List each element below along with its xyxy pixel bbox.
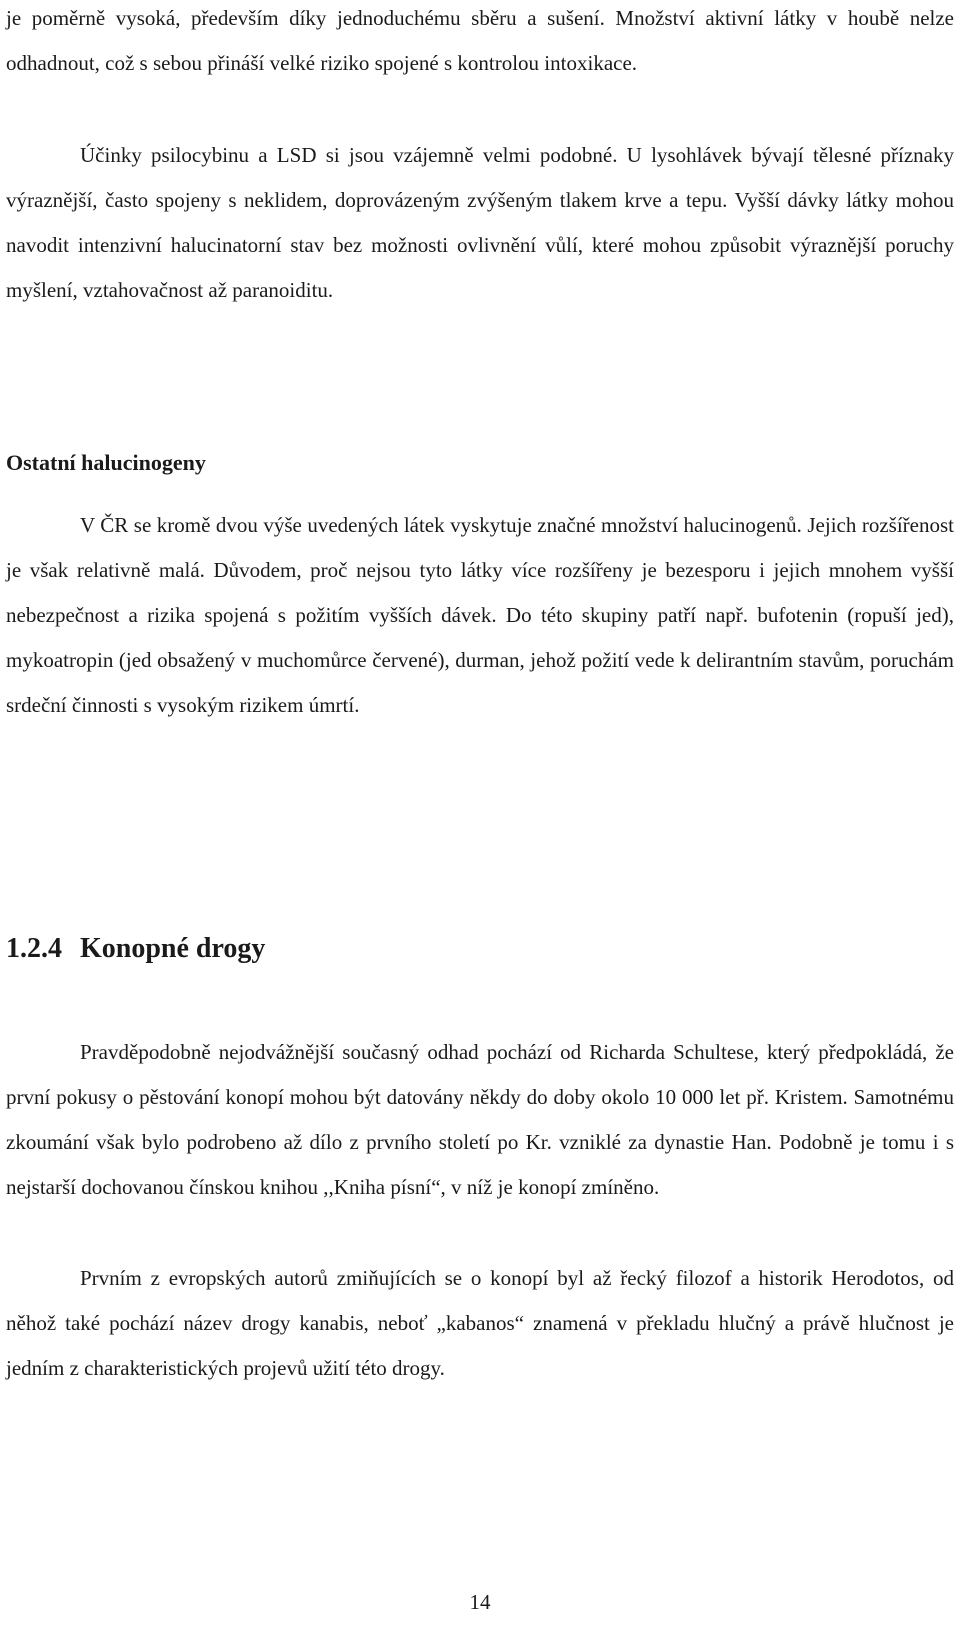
subheading-other-hallucinogens: Ostatní halucinogeny [6, 450, 206, 475]
paragraph-cannabis-history: Pravděpodobně nejodvážnější současný odhad pochází od Richarda Schultese, který předpokládá, že první pokusy o pěstování konopí mohou být datovány někdy do doby okolo 10 000 let př. Kristem. Samotnému zkoumání však bylo podrobeno až dílo z prvního století po Kr. vzniklé za dynastie Han. Podobně je tomu i s nejstarší dochovanou čínskou knihou ,,Kniha písní“, v níž je konopí zmíněno. [6, 1040, 954, 1199]
section-number: 1.2.4 [6, 933, 62, 964]
paragraph-herodotos: Prvním z evropských autorů zmiňujících se o konopí byl až řecký filozof a historik Herodotos, od něhož také pochází název drogy kanabis, neboť „kabanos“ znamená v překladu hlučný a právě hlučnost je jedním z charakteristických projevů užití této drogy. [6, 1266, 954, 1380]
section-title: Konopné drogy [80, 933, 266, 964]
page-number: 14 [469, 1590, 491, 1614]
paragraph-other-hallucinogens: V ČR se kromě dvou výše uvedených látek vyskytuje značné množství halucinogenů. Jejich rozšířenost je však relativně malá. Důvodem, proč nejsou tyto látky více rozšířeny je bezesporu i jejich mnohem vyšší nebezpečnost a rizika spojená s požitím vyšších dávek. Do této skupiny patří např. bufotenin (ropuší jed), mykoatropin (jed obsažený v muchomůrce červené), durman, jehož požití vede k delirantním stavům, poruchám srdeční činnosti s vysokým rizikem úmrtí. [6, 513, 954, 717]
section-heading-cannabis [6, 933, 265, 965]
document-page [6, 0, 954, 1640]
paragraph-psilocybin-effects: Účinky psilocybinu a LSD si jsou vzájemně velmi podobné. U lysohlávek bývají tělesné příznaky výraznější, často spojeny s neklidem, doprovázeným zvýšeným tlakem krve a tepu. Vyšší dávky látky mohou navodit intenzivní halucinatorní stav bez možnosti ovlivnění vůlí, které mohou způsobit výraznější poruchy myšlení, vztahovačnost až paranoiditu. [6, 143, 954, 302]
paragraph-psilocybin-collection: je poměrně vysoká, především díky jednoduchému sběru a sušení. Množství aktivní látky v houbě nelze odhadnout, což s sebou přináší velké riziko spojené s kontrolou intoxikace. [6, 6, 954, 75]
